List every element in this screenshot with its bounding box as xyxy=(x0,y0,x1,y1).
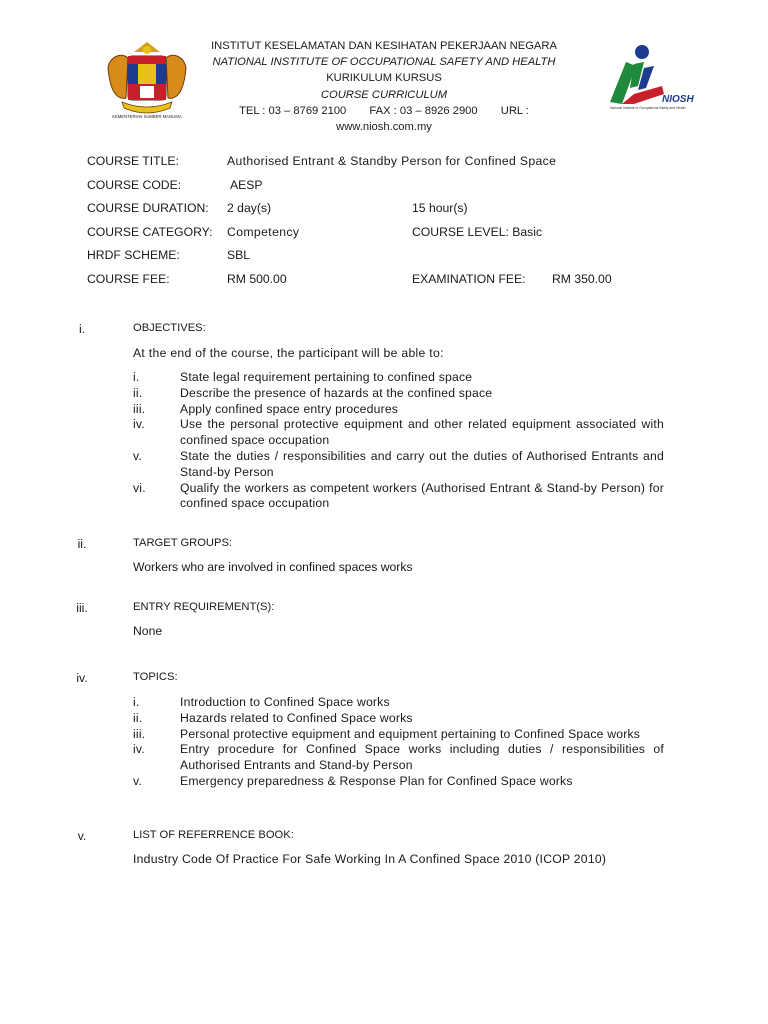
institute-name-malay: INSTITUT KESELAMATAN DAN KESIHATAN PEKERJAAN NEGARA xyxy=(211,40,557,52)
entry-requirements-text: None xyxy=(133,624,163,638)
list-item: iii. Apply confined space entry procedures xyxy=(133,401,399,416)
niosh-logo xyxy=(604,42,706,112)
section-number: iv. xyxy=(76,671,88,685)
url-label: URL : xyxy=(500,104,529,117)
section-number: i. xyxy=(78,322,86,336)
list-item: i. Introduction to Confined Space works xyxy=(133,695,390,709)
list-item: i. State legal requirement pertaining to confined space xyxy=(133,370,473,384)
reference-book-text: Industry Code Of Practice For Safe Working In A Confined Space 2010 (ICOP 2010) xyxy=(133,852,607,866)
list-item: vi. Qualify the workers as competent workers (Authorised Entrant & Stand-by Person) for confined space occupation xyxy=(133,480,664,511)
niosh-logo-text: NIOSH xyxy=(662,94,694,105)
course-code-label: COURSE CODE: xyxy=(87,177,182,192)
course-title-label: COURSE TITLE: xyxy=(87,154,179,168)
list-item: iii. Personal protective equipment and equipment pertaining to Confined Space works xyxy=(133,726,641,741)
list-item: iv. Entry procedure for Confined Space works including duties / responsibilities of Authorised Entrants and Stand-by Person xyxy=(133,742,664,773)
institute-name-english: NATIONAL INSTITUTE OF OCCUPATIONAL SAFETY AND HEALTH xyxy=(212,56,556,69)
document-header xyxy=(150,38,618,135)
section-title: LIST OF REFERRENCE BOOK: xyxy=(133,829,294,841)
section-number: ii. xyxy=(77,537,87,551)
course-fee-label: COURSE FEE: xyxy=(87,271,170,286)
examination-fee-label: EXAMINATION FEE: xyxy=(412,271,526,286)
examination-fee-value: RM 350.00 xyxy=(552,271,612,286)
course-category-value: Competency xyxy=(227,224,300,239)
list-item: v. State the duties / responsibilities and carry out the duties of Authorised Entrants and Stand-by Person xyxy=(133,448,664,479)
topics-list xyxy=(133,695,664,790)
section-title: OBJECTIVES: xyxy=(133,322,206,334)
hrdf-scheme-value: SBL xyxy=(227,248,251,263)
fax: FAX : 03 – 8926 2900 xyxy=(369,104,478,117)
course-level: COURSE LEVEL: Basic xyxy=(412,224,543,239)
list-item: ii. Describe the presence of hazards at the confined space xyxy=(133,385,493,400)
website-url: www.niosh.com.my xyxy=(336,121,432,134)
course-code-value: AESP xyxy=(230,177,263,192)
course-title-value: Authorised Entrant & Standby Person for Confined Space xyxy=(227,154,557,168)
telephone: TEL : 03 – 8769 2100 xyxy=(239,104,347,117)
course-fee-value: RM 500.00 xyxy=(227,271,287,286)
section-title: TARGET GROUPS: xyxy=(133,537,233,549)
section-number: v. xyxy=(77,829,87,843)
course-duration-label: COURSE DURATION: xyxy=(87,201,209,216)
course-duration-days: 2 day(s) xyxy=(227,201,272,216)
list-item: ii. Hazards related to Confined Space works xyxy=(133,710,413,725)
list-item: iv. Use the personal protective equipment and other related equipment associated with confined space occupation xyxy=(133,417,664,448)
course-category-label: COURSE CATEGORY: xyxy=(87,224,213,239)
section-title: TOPICS: xyxy=(133,671,178,683)
hrdf-scheme-label: HRDF SCHEME: xyxy=(87,248,180,263)
contact-line xyxy=(150,103,618,119)
section-number: iii. xyxy=(76,601,88,615)
objectives-list xyxy=(133,370,664,512)
niosh-logo-subtext: National Institute of Occupational Safety and Health xyxy=(610,106,686,110)
list-item: v. Emergency preparedness & Response Plan for Confined Space works xyxy=(133,773,573,788)
curriculum-english: COURSE CURRICULUM xyxy=(320,88,448,101)
objectives-intro: At the end of the course, the participant will be able to: xyxy=(133,346,444,360)
section-title: ENTRY REQUIREMENT(S): xyxy=(133,601,275,613)
target-groups-text: Workers who are involved in confined spaces works xyxy=(133,560,413,574)
crest-caption: KEMENTERIAN SUMBER MANUSIA xyxy=(112,114,182,119)
course-duration-hours: 15 hour(s) xyxy=(412,201,468,216)
curriculum-malay: KURIKULUM KURSUS xyxy=(326,72,442,85)
